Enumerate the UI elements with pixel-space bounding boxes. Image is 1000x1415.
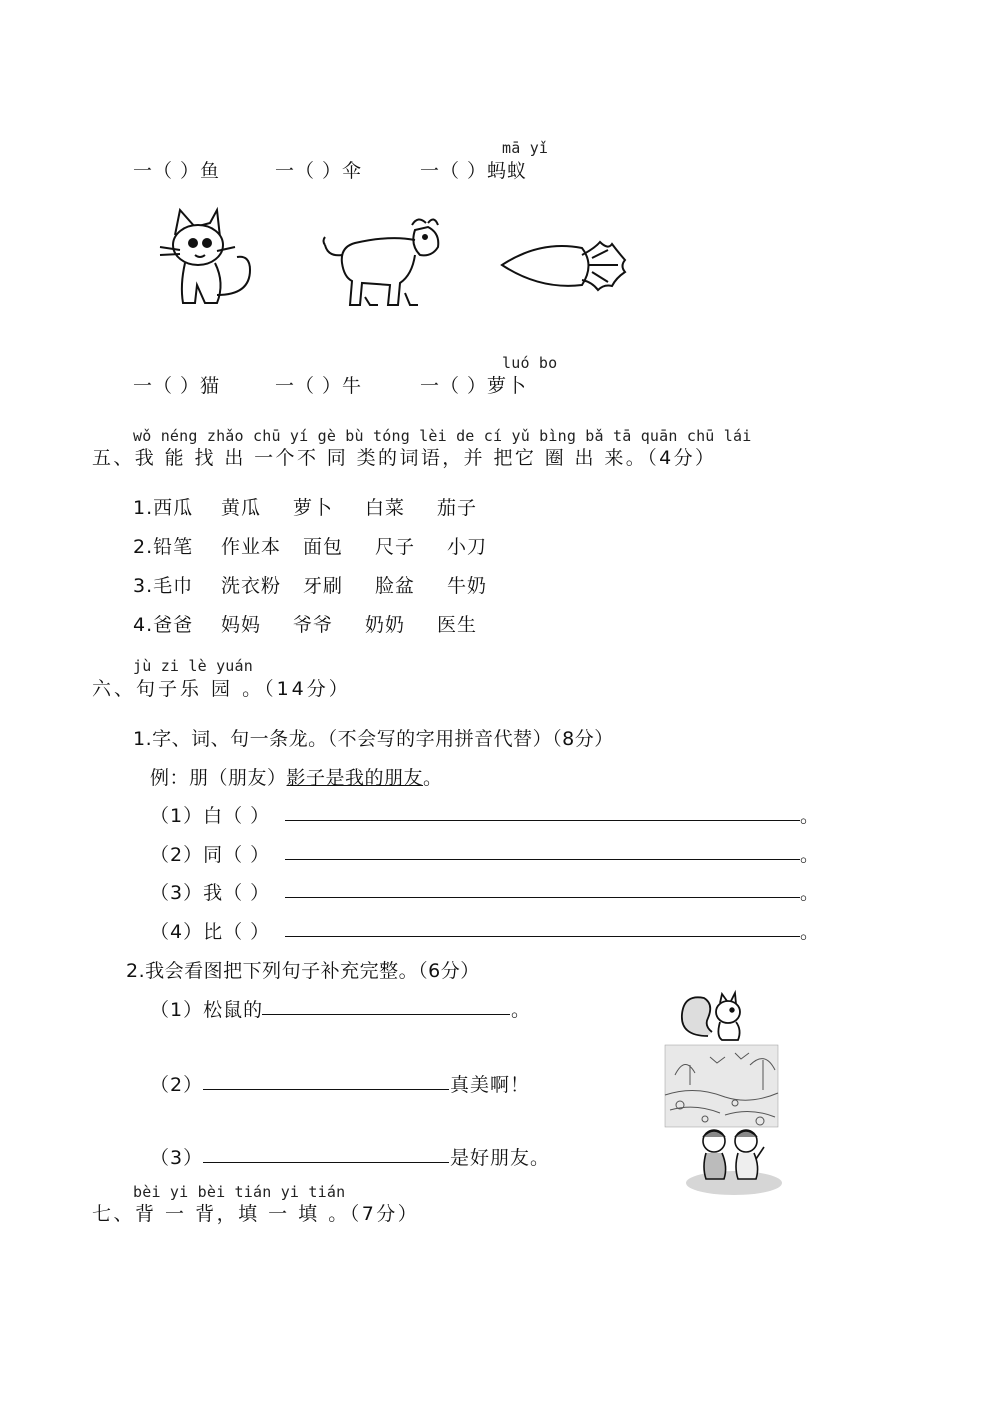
- section5-title: 五、我 能 找 出 一个不 同 类的词语，并 把它 圈 出 来。（4分）: [92, 447, 717, 469]
- item-3-end: 。: [800, 882, 821, 904]
- measure-word-radish: 一（ ）萝卜: [420, 375, 528, 397]
- word[interactable]: 尺子: [375, 536, 416, 558]
- example-sentence: 影子是我的朋友: [286, 767, 424, 789]
- answer-line-4[interactable]: [285, 936, 800, 937]
- item-3-label: （3）我（ ）: [150, 882, 271, 904]
- measure-word-cow: 一（ ）牛: [275, 375, 363, 397]
- section7-pinyin: bèi yi bèi tián yi tián: [133, 1183, 346, 1201]
- word[interactable]: 茄子: [437, 497, 478, 519]
- word-row-4: [133, 610, 477, 637]
- q3-prefix: （3）: [150, 1147, 204, 1169]
- word[interactable]: 4.爸爸: [133, 614, 194, 636]
- measure-word-cat: 一（ ）猫: [133, 375, 221, 397]
- children-illustration: [684, 1125, 784, 1197]
- word[interactable]: 奶奶: [365, 614, 406, 636]
- item-4-end: 。: [800, 921, 821, 943]
- cat-illustration: [155, 205, 265, 310]
- part1-title: 1.字、词、句一条龙。（不会写的字用拼音代替）（8分）: [133, 728, 614, 750]
- q2-end: 真美啊！: [450, 1074, 531, 1096]
- q3-end: 是好朋友。: [450, 1147, 551, 1169]
- word[interactable]: 白菜: [365, 497, 406, 519]
- word[interactable]: 脸盆: [375, 575, 416, 597]
- radish-illustration: [500, 240, 630, 300]
- item-4-label: （4）比（ ）: [150, 921, 271, 943]
- item-2-end: 。: [800, 844, 821, 866]
- word[interactable]: 作业本: [221, 536, 282, 558]
- section7-title: 七、背 一 背，填 一 填 。（7分）: [92, 1203, 420, 1225]
- word[interactable]: 洗衣粉: [221, 575, 282, 597]
- word[interactable]: 3.毛巾: [133, 575, 194, 597]
- squirrel-illustration: [678, 988, 758, 1043]
- word-row-3: [133, 571, 487, 598]
- pinyin-mayi: mā yǐ: [502, 139, 549, 157]
- measure-word-umbrella: 一（ ）伞: [275, 160, 363, 182]
- word[interactable]: 妈妈: [221, 614, 262, 636]
- measure-word-ant: 一（ ）蚂蚁: [420, 160, 528, 182]
- pinyin-luobo: luó bo: [502, 354, 558, 372]
- word[interactable]: 牛奶: [447, 575, 488, 597]
- word-row-2: [133, 532, 487, 559]
- answer-line-1[interactable]: [285, 820, 800, 821]
- cow-illustration: [320, 215, 445, 310]
- scenery-illustration: [665, 1045, 778, 1127]
- word[interactable]: 小刀: [447, 536, 488, 558]
- example-end: 。: [423, 767, 443, 789]
- section6-pinyin: jù zi lè yuán: [133, 657, 253, 675]
- word[interactable]: 萝卜: [293, 497, 334, 519]
- item-1-end: 。: [800, 805, 821, 827]
- word[interactable]: 黄瓜: [221, 497, 262, 519]
- q2-answer-line[interactable]: [203, 1089, 449, 1090]
- example-prefix: 例：朋（朋友）: [150, 767, 287, 789]
- q3-answer-line[interactable]: [203, 1162, 449, 1163]
- q1-end: 。: [511, 999, 532, 1021]
- word[interactable]: 面包: [303, 536, 344, 558]
- answer-line-3[interactable]: [285, 897, 800, 898]
- q1-answer-line[interactable]: [262, 1014, 510, 1015]
- item-2-label: （2）同（ ）: [150, 844, 271, 866]
- measure-word-fish: 一（ ）鱼: [133, 160, 221, 182]
- part2-title: 2.我会看图把下列句子补充完整。（6分）: [126, 960, 480, 982]
- q1-prefix: （1）松鼠的: [150, 999, 264, 1021]
- word[interactable]: 1.西瓜: [133, 497, 194, 519]
- section6-title: 六、句子乐 园 。（14分）: [92, 678, 351, 700]
- q2-prefix: （2）: [150, 1074, 204, 1096]
- word[interactable]: 牙刷: [303, 575, 344, 597]
- word[interactable]: 2.铅笔: [133, 536, 194, 558]
- section5-pinyin: wǒ néng zhǎo chū yí gè bù tóng lèi de cí yǔ bìng bǎ tā quān chū lái: [133, 427, 752, 445]
- word-row-1: [133, 493, 477, 520]
- word[interactable]: 爷爷: [293, 614, 334, 636]
- answer-line-2[interactable]: [285, 859, 800, 860]
- item-1-label: （1）白（ ）: [150, 805, 271, 827]
- example-line: [150, 763, 443, 790]
- word[interactable]: 医生: [437, 614, 478, 636]
